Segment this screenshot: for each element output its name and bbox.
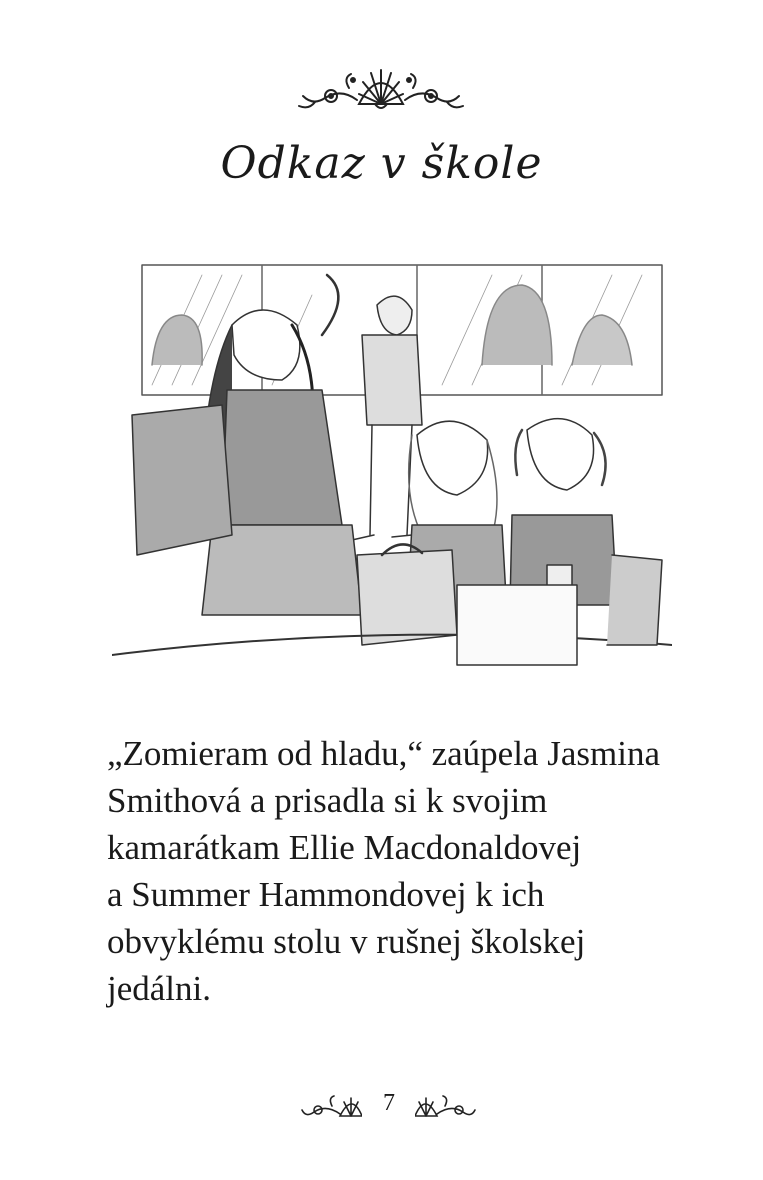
body-line: „Zomieram od hladu,“ zaúpela Jasmina — [107, 734, 660, 773]
body-line: jedálni. — [107, 969, 211, 1008]
page-number: 7 — [383, 1090, 395, 1116]
body-line: Smithová a prisadla si k svojim — [107, 781, 548, 820]
seashell-ornament-right-icon — [415, 1088, 477, 1122]
body-paragraph — [107, 730, 687, 1012]
seashell-ornament-icon — [291, 58, 471, 118]
body-line: a Summer Hammondovej k ich — [107, 875, 545, 914]
seashell-ornament-left-icon — [300, 1088, 362, 1122]
chapter-title: Odkaz v škole — [220, 138, 543, 189]
cafeteria-illustration — [112, 255, 672, 675]
body-line: obvyklému stolu v rušnej školskej — [107, 922, 586, 961]
body-line: kamarátkam Ellie Macdonaldovej — [107, 828, 582, 867]
page-footer — [0, 1088, 763, 1124]
